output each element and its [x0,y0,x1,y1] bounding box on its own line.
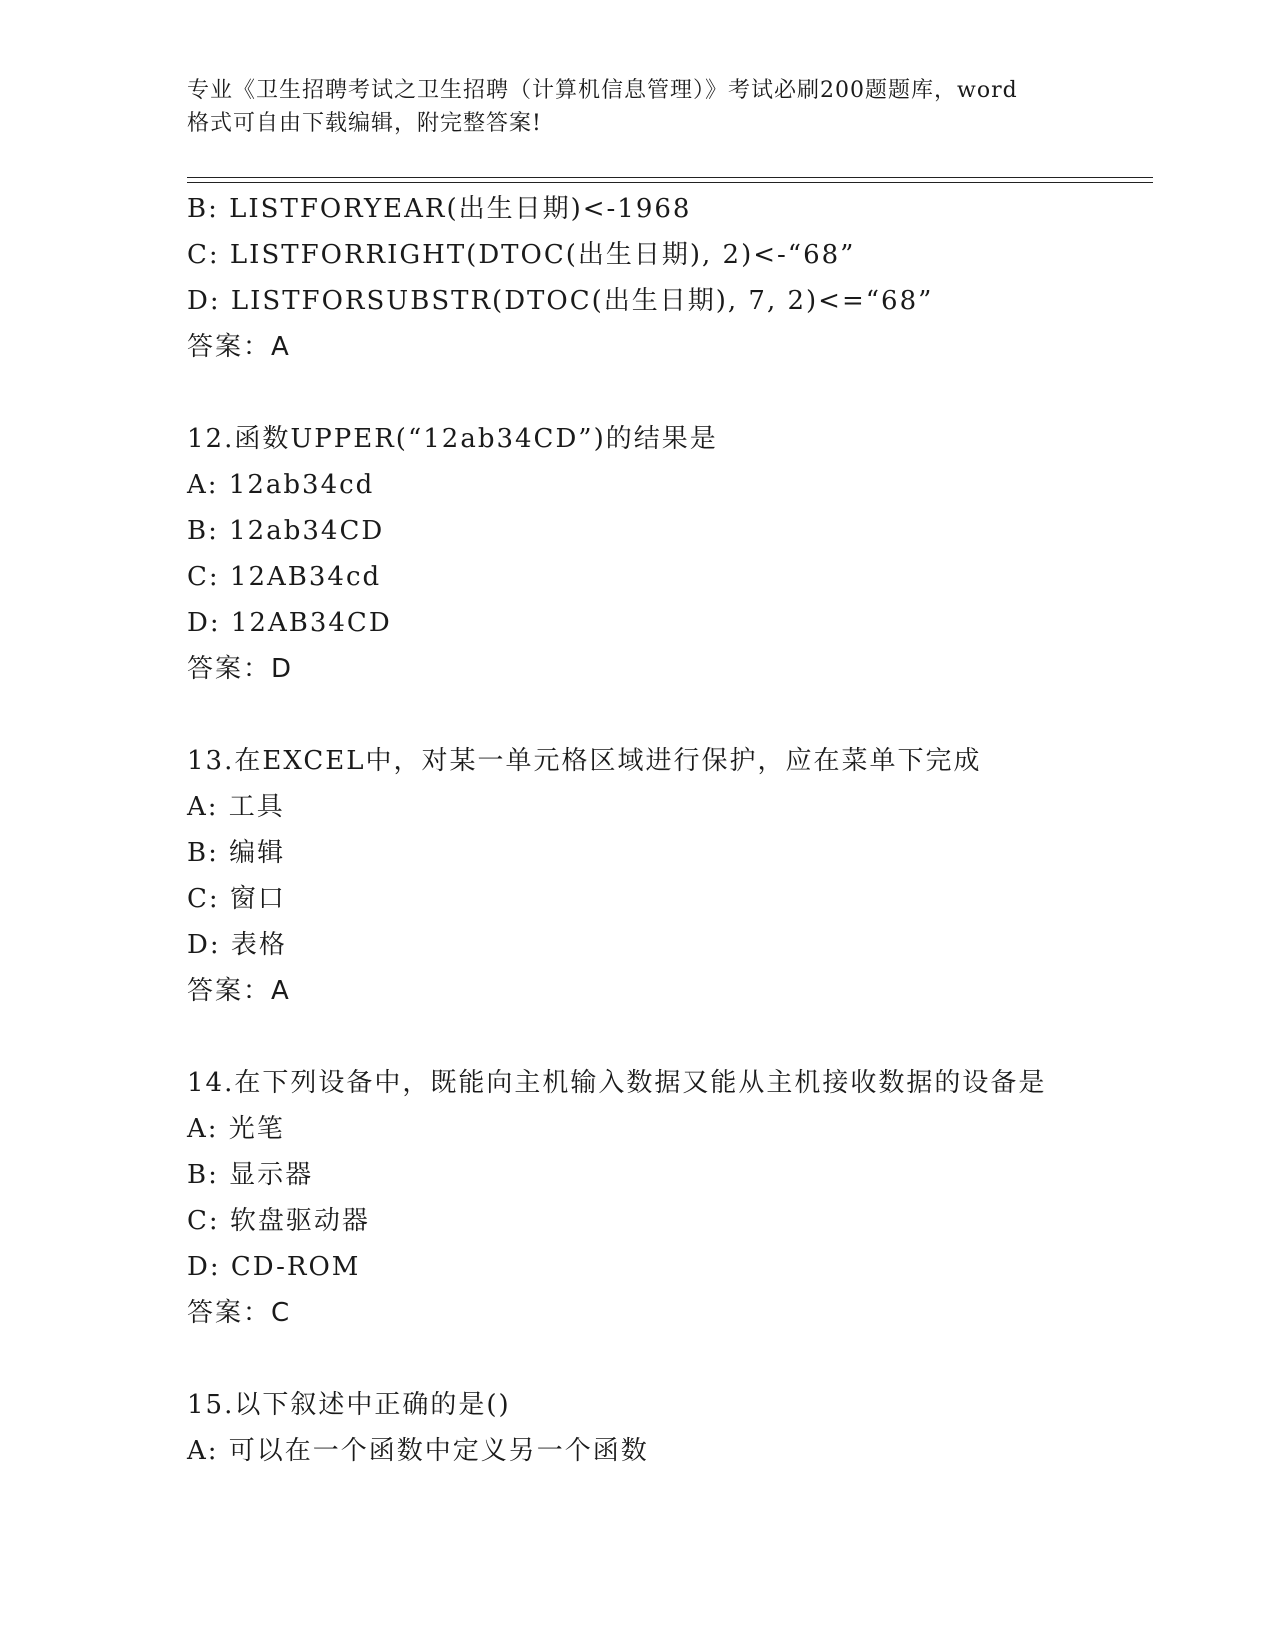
header-divider-bottom [187,182,1153,183]
question-15 [187,1382,1153,1474]
option-a: A: 12ab34cd [187,470,375,500]
option-d: D: LISTFORSUBSTR(DTOC(出生日期), 7, 2)<=“68” [187,286,934,316]
answer: 答案：A [187,332,291,362]
question-text: 15.以下叙述中正确的是() [187,1390,511,1420]
header-line-1: 专业《卫生招聘考试之卫生招聘（计算机信息管理）》考试必刷200题题库，word [187,78,1018,103]
header-divider-top [187,177,1153,178]
option-c: C: 12AB34cd [187,562,382,592]
spacer [187,692,1153,738]
option-a: A: 可以在一个函数中定义另一个函数 [187,1436,649,1466]
answer: 答案：A [187,976,291,1006]
option-a: A: 工具 [187,792,285,822]
answer: 答案：D [187,654,294,684]
spacer [187,370,1153,416]
option-b: B: 编辑 [187,838,286,868]
spacer [187,1014,1153,1060]
option-c: C: 软盘驱动器 [187,1206,370,1236]
question-text: 12.函数UPPER(“12ab34CD”)的结果是 [187,424,718,454]
option-d: D: 12AB34CD [187,608,392,638]
question-14 [187,1060,1153,1336]
question-text: 13.在EXCEL中，对某一单元格区域进行保护，应在菜单下完成 [187,746,982,776]
question-list [187,186,1153,1474]
spacer [187,1336,1153,1382]
header-line-2: 格式可自由下载编辑，附完整答案! [187,111,542,136]
question-text: 14.在下列设备中，既能向主机输入数据又能从主机接收数据的设备是 [187,1068,1047,1098]
option-c: C: 窗口 [187,884,286,914]
option-c: C: LISTFORRIGHT(DTOC(出生日期), 2)<-“68” [187,240,856,270]
answer: 答案：C [187,1298,292,1328]
option-a: A: 光笔 [187,1114,285,1144]
question-11 [187,186,1153,370]
option-b: B: 12ab34CD [187,516,385,546]
option-d: D: CD-ROM [187,1252,361,1282]
option-b: B: LISTFORYEAR(出生日期)<-1968 [187,194,692,224]
document-header [187,74,1087,140]
option-b: B: 显示器 [187,1160,314,1190]
question-13 [187,738,1153,1014]
option-d: D: 表格 [187,930,287,960]
question-12 [187,416,1153,692]
